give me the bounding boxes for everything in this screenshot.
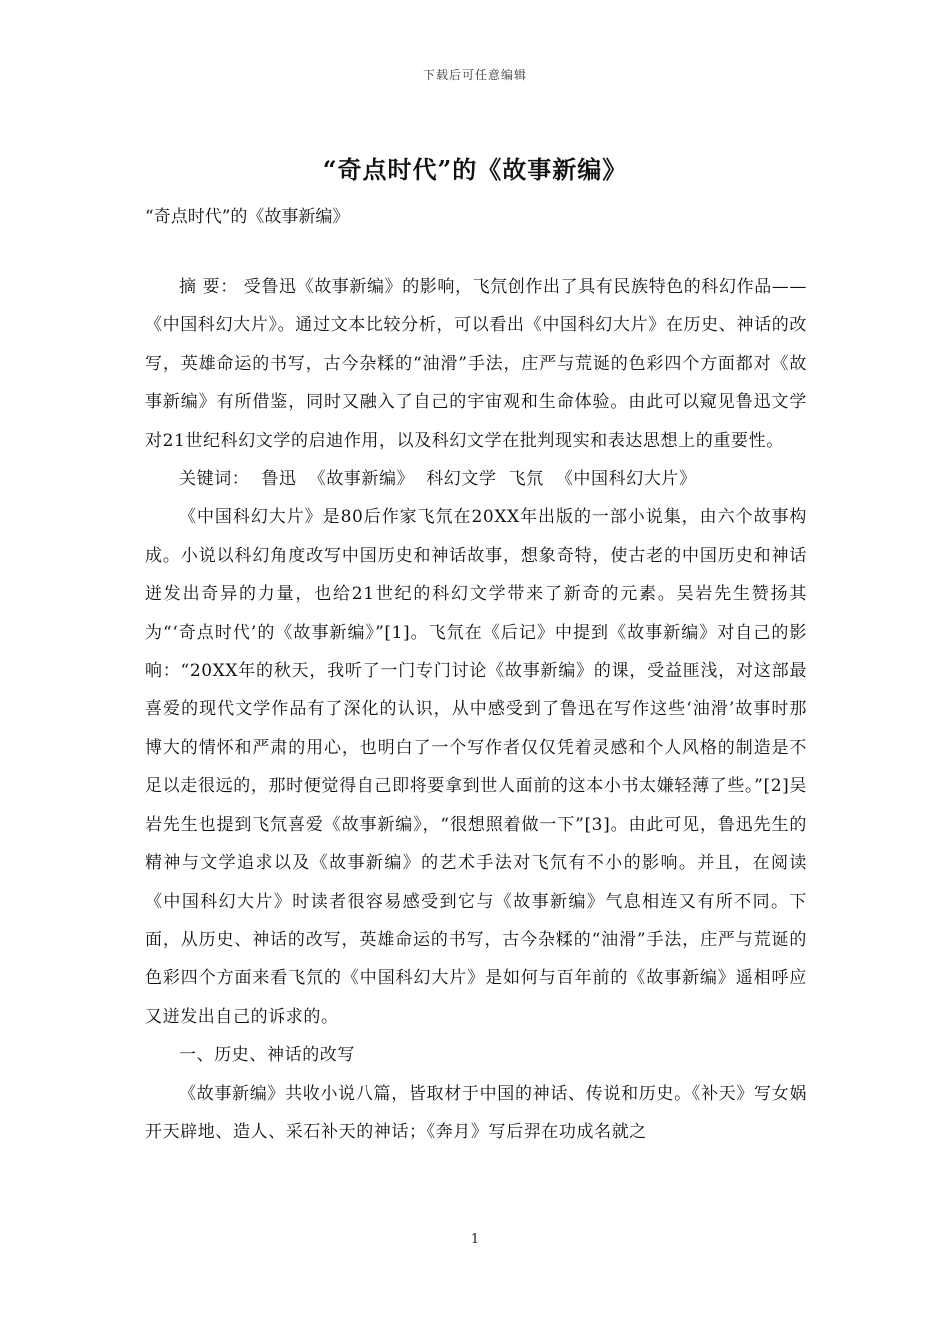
section-heading: 一、历史、神话的改写 <box>179 1045 355 1066</box>
abstract-paragraph: 摘 要： 受鲁迅《故事新编》的影响，飞氘创作出了具有民族特色的科幻作品——《中国科幻大片》。通过文本比较分析，可以看出《中国科幻大片》在历史、神话的改写，英雄命运的书写，古今杂糅的“油滑”手法，庄严与荒诞的色彩四个方面都对《故事新编》有所借鉴，同时又融入了自己的宇宙观和生命体验。由此可以窥见鲁迅文学对21世纪科幻文学的启迪作用，以及科幻文学在批判现实和表达思想上的重要性。 <box>145 277 808 451</box>
document-body <box>145 268 807 1151</box>
document-subtitle: “奇点时代”的《故事新编》 <box>145 207 350 227</box>
page-number: 1 <box>470 1232 480 1247</box>
header-note: 下载后可任意编辑 <box>422 68 527 82</box>
document-title: “奇点时代”的《故事新编》 <box>322 155 628 184</box>
body-paragraph: 《中国科幻大片》是80后作家飞氘在20XX年出版的一部小说集，由六个故事构成。小说以科幻角度改写中国历史和神话故事，想象奇特，使古老的中国历史和神话迸发出奇异的力量，也给21世纪的科幻文学带来了新奇的元素。吴岩先生赞扬其为“‘奇点时代’的《故事新编》”[1]。飞氘在《后记》中提到《故事新编》对自己的影响：“20XX年的秋天，我听了一门专门讨论《故事新编》的课，受益匪浅，对这部最喜爱的现代文学作品有了深化的认识，从中感受到了鲁迅在写作这些‘油滑’故事时那博大的情怀和严肃的用心，也明白了一个写作者仅仅凭着灵感和个人风格的制造是不足以走很远的，那时便觉得自己即将要拿到世人面前的这本小书太嫌轻薄了些。”[2]吴岩先生也提到飞氘喜爱《故事新编》，“很想照着做一下”[3]。由此可见，鲁迅先生的精神与文学追求以及《故事新编》的艺术手法对飞氘有不小的影响。并且，在阅读《中国科幻大片》时读者很容易感受到它与《故事新编》气息相连又有所不同。下面，从历史、神话的改写，英雄命运的书写，古今杂糅的“油滑”手法，庄严与荒诞的色彩四个方面来看飞氘的《中国科幻大片》是如何与百年前的《故事新编》遥相呼应又迸发出自己的诉求的。 <box>145 507 807 1027</box>
body-paragraph: 《故事新编》共收小说八篇，皆取材于中国的神话、传说和历史。《补天》写女娲开天辟地、造人、采石补天的神话；《奔月》写后羿在功成名就之 <box>145 1083 807 1142</box>
keywords-paragraph: 关键词： 鲁迅 《故事新编》 科幻文学 飞氘 《中国科幻大片》 <box>179 469 697 490</box>
